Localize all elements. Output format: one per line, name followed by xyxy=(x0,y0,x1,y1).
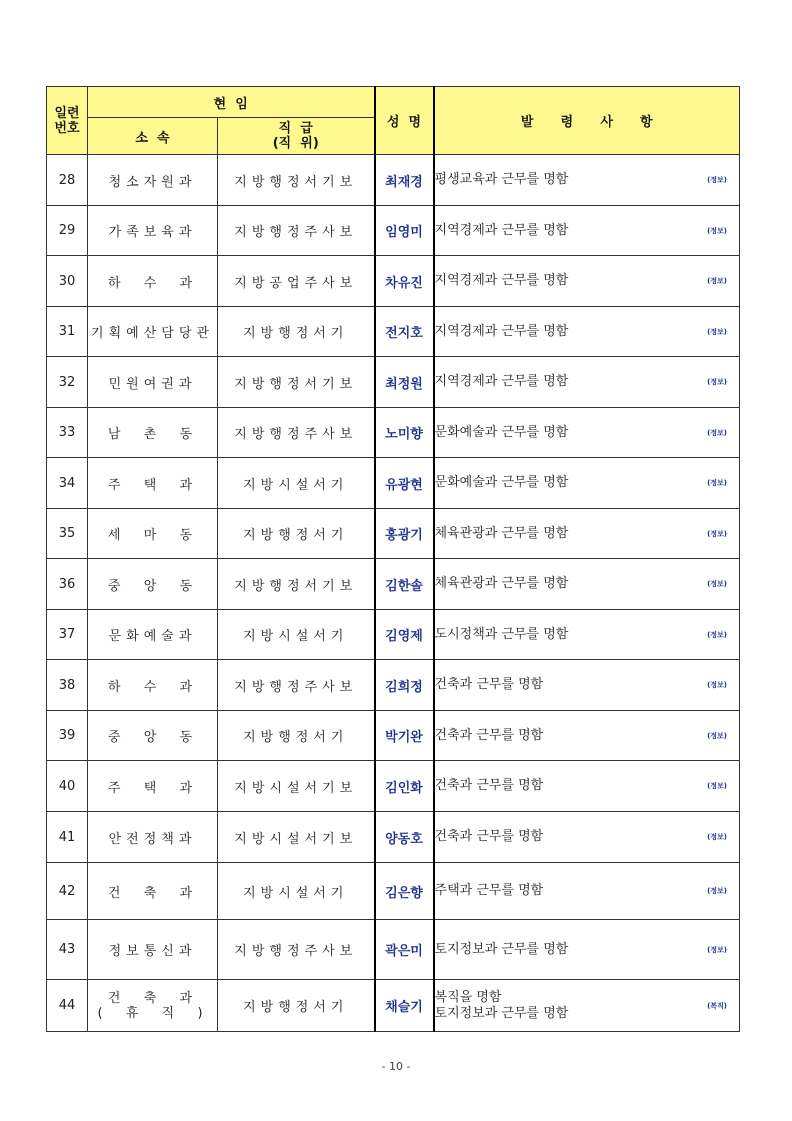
row-order xyxy=(434,660,740,711)
table-row xyxy=(47,206,740,256)
row-order xyxy=(434,509,740,559)
row-grade: 지방행정서기보 xyxy=(218,559,375,610)
row-order xyxy=(434,812,740,863)
row-grade: 지방시설서기 xyxy=(218,610,375,660)
row-affiliation: 기획예산담당관 xyxy=(88,307,218,357)
row-order xyxy=(434,357,740,408)
row-tag: (정보) xyxy=(707,176,728,184)
row-affiliation: 민원여권과 xyxy=(88,357,218,408)
row-order xyxy=(434,206,740,256)
table-row xyxy=(47,660,740,711)
row-tag: (복직) xyxy=(707,1001,728,1010)
row-grade: 지방행정서기보 xyxy=(218,357,375,408)
row-order-text: 체육관광과 근무를 명함 xyxy=(434,576,569,591)
header-current: 현 임 xyxy=(88,87,375,118)
row-order xyxy=(434,711,740,761)
row-grade: 지방행정주사보 xyxy=(218,660,375,711)
row-number: 40 xyxy=(47,761,88,812)
row-tag: (정보) xyxy=(707,378,728,386)
row-name: 전지호 xyxy=(375,307,434,357)
row-grade: 지방행정주사보 xyxy=(218,206,375,256)
row-grade: 지방공업주사보 xyxy=(218,256,375,307)
row-tag: (정보) xyxy=(707,580,728,588)
row-affiliation: 안전정책과 xyxy=(88,812,218,863)
row-number: 34 xyxy=(47,458,88,509)
row-order-text: 지역경제과 근무를 명함 xyxy=(434,374,569,389)
table-row xyxy=(47,610,740,660)
row-order xyxy=(434,256,740,307)
row-order-text: 도시정책과 근무를 명함 xyxy=(434,626,569,642)
header-grade-line1: 직 급 xyxy=(278,121,313,136)
table-body-last xyxy=(47,980,740,1032)
header-seq-line1: 일련 xyxy=(54,105,80,121)
row-grade: 지방시설서기 xyxy=(218,458,375,509)
row-affiliation: 주 택 과 xyxy=(88,458,218,509)
row-number: 43 xyxy=(47,920,88,980)
row-name: 최정원 xyxy=(375,357,434,408)
row-tag: (정보) xyxy=(707,630,728,639)
row-grade: 지방행정서기보 xyxy=(218,155,375,206)
row-number: 35 xyxy=(47,509,88,559)
row-affiliation: 정보통신과 xyxy=(88,920,218,980)
row-name: 김은향 xyxy=(375,863,434,920)
table-row xyxy=(47,920,740,980)
row-number: 31 xyxy=(47,307,88,357)
table-body xyxy=(47,155,740,980)
row-name: 홍광기 xyxy=(375,509,434,559)
row-tag: (정보) xyxy=(707,833,728,841)
row-name: 박기완 xyxy=(375,711,434,761)
row-order-text: 지역경제과 근무를 명함 xyxy=(434,323,569,339)
row-affiliation: 문화예술과 xyxy=(88,610,218,660)
table-row xyxy=(47,357,740,408)
row-order xyxy=(434,155,740,206)
row-order-text: 건축과 근무를 명함 xyxy=(434,727,544,743)
row-affiliation-line2: ( 휴 직 ) xyxy=(97,1005,208,1021)
row-name: 김희정 xyxy=(375,660,434,711)
row-number: 30 xyxy=(47,256,88,307)
row-name: 노미향 xyxy=(375,408,434,458)
header-grade xyxy=(218,118,375,155)
table-row xyxy=(47,307,740,357)
row-grade: 지방행정서기 xyxy=(218,509,375,559)
row-number: 37 xyxy=(47,610,88,660)
header-affiliation: 소 속 xyxy=(88,118,218,155)
row-affiliation: 하 수 과 xyxy=(88,660,218,711)
row-order-text: 지역경제과 근무를 명함 xyxy=(434,273,569,288)
row-tag: (정보) xyxy=(707,782,728,790)
row-order xyxy=(434,307,740,357)
header-seq xyxy=(47,87,88,155)
row-affiliation: 중 앙 동 xyxy=(88,711,218,761)
row-grade: 지방행정서기 xyxy=(218,711,375,761)
row-number: 41 xyxy=(47,812,88,863)
table-row xyxy=(47,761,740,812)
row-order-line1: 복직을 명함 xyxy=(434,989,502,1005)
row-order xyxy=(434,408,740,458)
row-order-text: 문화예술과 근무를 명함 xyxy=(434,475,569,490)
table-row xyxy=(47,155,740,206)
row-grade: 지방시설서기 xyxy=(218,863,375,920)
row-name: 차유진 xyxy=(375,256,434,307)
row-order xyxy=(434,863,740,920)
row-name: 김영제 xyxy=(375,610,434,660)
row-number: 44 xyxy=(47,980,88,1032)
row-order-text: 건축과 근무를 명함 xyxy=(434,778,544,793)
table-row xyxy=(47,812,740,863)
row-name: 김한솔 xyxy=(375,559,434,610)
row-order-text: 건축과 근무를 명함 xyxy=(434,677,544,692)
header-grade-line2: (직 위) xyxy=(272,136,319,151)
row-affiliation: 하 수 과 xyxy=(88,256,218,307)
row-order xyxy=(434,458,740,509)
row-tag: (정보) xyxy=(707,479,728,487)
row-affiliation: 건 축 과 xyxy=(88,863,218,920)
row-order-text: 지역경제과 근무를 명함 xyxy=(434,222,569,238)
row-tag: (정보) xyxy=(707,529,728,538)
row-grade: 지방행정주사보 xyxy=(218,408,375,458)
row-number: 38 xyxy=(47,660,88,711)
table-row xyxy=(47,559,740,610)
row-order xyxy=(434,610,740,660)
row-grade: 지방시설서기보 xyxy=(218,812,375,863)
row-grade: 지방시설서기보 xyxy=(218,761,375,812)
row-order-text: 평생교육과 근무를 명함 xyxy=(434,172,569,187)
row-grade: 지방행정서기 xyxy=(218,307,375,357)
table-row xyxy=(47,980,740,1032)
row-name: 임영미 xyxy=(375,206,434,256)
row-number: 28 xyxy=(47,155,88,206)
table-row xyxy=(47,863,740,920)
row-tag: (정보) xyxy=(707,277,728,285)
table-row xyxy=(47,509,740,559)
row-grade: 지방행정서기 xyxy=(218,980,375,1032)
row-affiliation: 가족보육과 xyxy=(88,206,218,256)
table-row xyxy=(47,711,740,761)
table-row xyxy=(47,408,740,458)
row-name: 김인화 xyxy=(375,761,434,812)
row-number: 33 xyxy=(47,408,88,458)
row-name: 채슬기 xyxy=(375,980,434,1032)
row-name: 양동호 xyxy=(375,812,434,863)
row-affiliation: 남 촌 동 xyxy=(88,408,218,458)
row-order-line2: 토지정보과 근무를 명함 xyxy=(434,1005,569,1021)
row-order xyxy=(434,761,740,812)
row-order xyxy=(434,980,740,1032)
row-name: 최재경 xyxy=(375,155,434,206)
row-number: 42 xyxy=(47,863,88,920)
row-order xyxy=(434,920,740,980)
row-order-text: 문화예술과 근무를 명함 xyxy=(434,424,569,440)
row-affiliation xyxy=(88,980,218,1032)
row-number: 39 xyxy=(47,711,88,761)
row-affiliation: 주 택 과 xyxy=(88,761,218,812)
row-order-text: 건축과 근무를 명함 xyxy=(434,829,544,844)
personnel-order-table xyxy=(46,86,740,1032)
header-name: 성 명 xyxy=(375,87,434,155)
row-order-text: 체육관광과 근무를 명함 xyxy=(434,525,569,541)
row-number: 32 xyxy=(47,357,88,408)
page-number: - 10 - xyxy=(381,1060,411,1073)
row-order-text: 주택과 근무를 명함 xyxy=(434,883,544,898)
row-affiliation: 세 마 동 xyxy=(88,509,218,559)
row-tag: (정보) xyxy=(707,327,728,336)
table-row xyxy=(47,256,740,307)
row-tag: (정보) xyxy=(707,731,728,740)
row-affiliation: 청소자원과 xyxy=(88,155,218,206)
row-tag: (정보) xyxy=(707,945,728,954)
row-tag: (정보) xyxy=(707,681,728,689)
row-order xyxy=(434,559,740,610)
header-order: 발 령 사 항 xyxy=(434,87,740,155)
row-affiliation-line1: 건 축 과 xyxy=(107,990,198,1006)
row-tag: (정보) xyxy=(707,428,728,437)
row-number: 29 xyxy=(47,206,88,256)
row-number: 36 xyxy=(47,559,88,610)
header-seq-line2: 번호 xyxy=(54,120,80,136)
table-row xyxy=(47,458,740,509)
row-order-text: 토지정보과 근무를 명함 xyxy=(434,941,569,957)
row-name: 곽은미 xyxy=(375,920,434,980)
row-affiliation: 중 앙 동 xyxy=(88,559,218,610)
row-grade: 지방행정주사보 xyxy=(218,920,375,980)
row-tag: (정보) xyxy=(707,887,728,895)
row-tag: (정보) xyxy=(707,226,728,235)
row-name: 유광현 xyxy=(375,458,434,509)
